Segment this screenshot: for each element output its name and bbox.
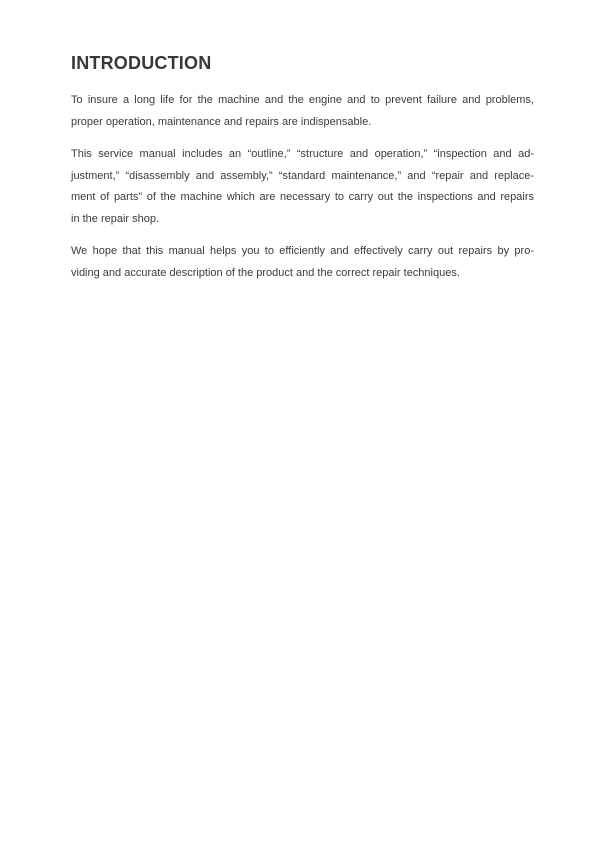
paragraph-intro-purpose (71, 90, 534, 133)
page-title: INTRODUCTION (71, 53, 212, 73)
text-line: ment of parts” of the machine which are necessary to carry out the inspections and repairs (71, 191, 534, 203)
text-line: viding and accurate description of the product and the correct repair techniques. (71, 266, 460, 279)
text-line: proper operation, maintenance and repairs are indispensable. (71, 115, 372, 128)
paragraph-hope-statement (71, 241, 534, 284)
text-line: We hope that this manual helps you to efficiently and effectively carry out repairs by pro- (71, 245, 534, 257)
text-line: To insure a long life for the machine and the engine and to prevent failure and problems, (71, 94, 534, 106)
text-line: justment,” “disassembly and assembly,” “standard maintenance,” and “repair and replace- (71, 169, 534, 182)
text-line: in the repair shop. (71, 212, 160, 225)
text-line: This service manual includes an “outline,” “structure and operation,” “inspection and ad- (71, 148, 534, 160)
paragraph-manual-contents (71, 144, 534, 230)
